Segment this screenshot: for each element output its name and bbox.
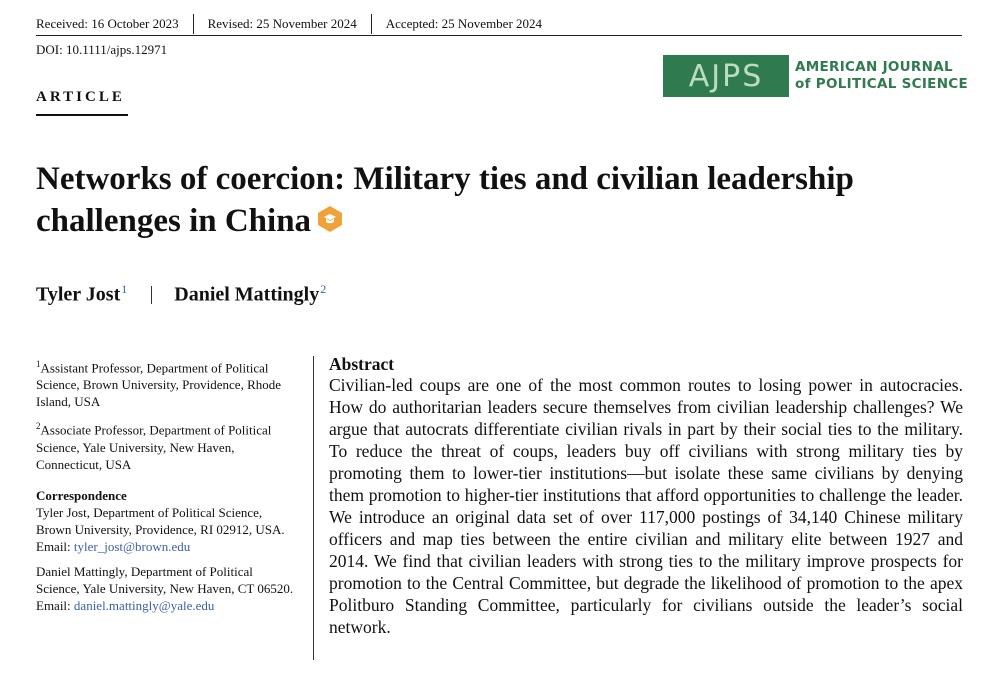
open-access-icon[interactable] [317,202,343,244]
article-label-underline [36,114,128,116]
journal-logo-abbr: AJPS [688,58,764,94]
date-divider [193,14,194,34]
email-link[interactable]: tyler_jost@brown.edu [73,538,191,554]
revised-date: Revised: 25 November 2024 [207,16,357,31]
title-line2-text: challenges in China [36,203,312,239]
accepted-date: Accepted: 25 November 2024 [385,16,543,31]
email-link[interactable]: daniel.mattingly@yale.edu [73,597,215,613]
journal-name-line2: of POLITICAL SCIENCE [795,76,969,92]
correspondence-heading: Correspondence [36,487,127,503]
author-divider [151,286,152,304]
correspondence-entry: Tyler Jost, Department of Political Science, Brown University, Providence, RI 02912, USA. Email: tyler_jost@brown.edu [36,504,285,554]
header-rule [36,35,962,36]
title-line2 [36,200,936,244]
author-affiliation-marker[interactable]: 1 [121,282,128,296]
article-type-label: ARTICLE [36,89,125,105]
received-date: Received: 16 October 2023 [36,16,179,31]
column-divider [313,356,314,660]
author-affiliation-marker[interactable]: 2 [320,282,327,296]
author-list [36,282,326,307]
journal-name-line1: AMERICAN JOURNAL [795,59,953,75]
affiliation: $^1$Assistant Professor, Department of Political Science, Brown University, Providence, Rhode Island, USA [36,359,282,410]
author-name[interactable]: Tyler Jost$^1$ [36,282,128,306]
title-line1: Networks of coercion: Military ties and civilian leadership [36,161,854,197]
journal-logo[interactable] [663,55,789,97]
paper-title [36,158,936,244]
affiliation: $^2$Associate Professor, Department of Political Science, Yale University, New Haven, Connecticut, USA [36,421,272,472]
date-divider [371,14,372,34]
author-name[interactable]: Daniel Mattingly$^2$ [174,282,327,306]
correspondence-entry: Daniel Mattingly, Department of Political Science, Yale University, New Haven, CT 06520. Email: daniel.mattingly@yale.edu [36,563,294,613]
publication-dates [36,14,542,34]
affiliations-column [36,356,298,622]
abstract-text: Civilian-led coups are one of the most common routes to losing power in autocracies. How do authoritarian leaders secure themselves from civilian leadership challenges? We argue that autocrats differentiate civilian rivals in part by their social ties to the military. To reduce the threat of coups, leaders buy off civilians with strong military ties by promoting them to lower-tier institutions—but isolate these same civilians by denying them promotion to higher-tier institutions that afford opportunities to challenge the leader. We introduce an original data set of over 117,000 postings of 34,140 Chinese military officers and map ties between the entire civilian and military elite between 1927 and 2014. We find that civilian leaders with strong ties to the military improve prospects for promotion to the Central Committee, but degrade the likelihood of promotion to the apex Politburo Standing Committee, particularly for civilians outside the leader’s social network. [329,375,963,637]
journal-name [795,59,968,93]
abstract-heading: Abstract [329,354,395,374]
doi[interactable]: DOI: 10.1111/ajps.12971 [36,42,168,57]
